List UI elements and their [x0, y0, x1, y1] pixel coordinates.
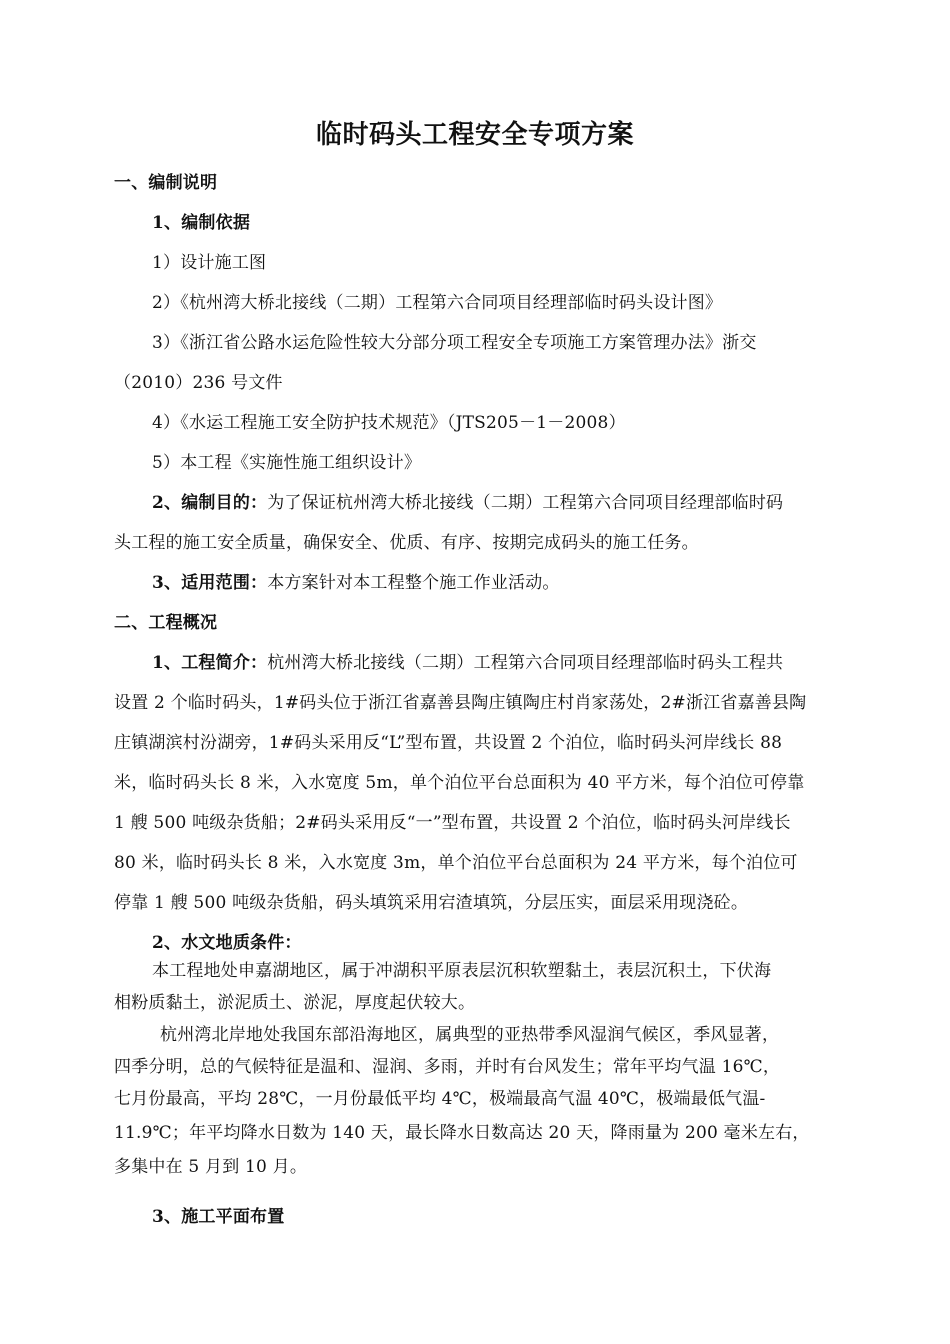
climate-paragraph-line-2: 四季分明，总的气候特征是温和、湿润、多雨，并时有台风发生；常年平均气温 16℃， [114, 1057, 781, 1077]
basis-item-1: 1）设计施工图 [152, 253, 267, 273]
purpose-paragraph-line-2: 头工程的施工安全质量，确保安全、优质、有序、按期完成码头的施工任务。 [114, 533, 699, 553]
basis-item-3-line-1: 3）《浙江省公路水运危险性较大分部分项工程安全专项施工方案管理办法》浙交 [152, 333, 757, 353]
purpose-heading: 2、编制目的： [152, 493, 268, 513]
intro-paragraph-line-3: 庄镇湖滨村汾湖旁，1#码头采用反“L”型布置，共设置 2 个泊位，临时码头河岸线长 88 [114, 733, 783, 753]
climate-paragraph-line-1: 杭州湾北岸地处我国东部沿海地区，属典型的亚热带季风湿润气候区，季风显著， [160, 1025, 780, 1045]
subsection-heading-basis: 1、编制依据 [152, 213, 251, 233]
intro-paragraph-line-6: 80 米，临时码头长 8 米，入水宽度 3m，单个泊位平台总面积为 24 平方米，每个泊位可 [114, 853, 798, 873]
hydro-paragraph-line-1: 本工程地处申嘉湖地区，属于冲湖积平原表层沉积软塑黏土，表层沉积土，下伏海 [152, 961, 772, 981]
hydro-paragraph-line-2: 相粉质黏土，淤泥质土、淤泥，厚度起伏较大。 [114, 993, 476, 1013]
intro-paragraph-line-4: 米，临时码头长 8 米，入水宽度 5m，单个泊位平台总面积为 40 平方米，每个泊位可停靠 [114, 773, 805, 793]
climate-paragraph-line-4: 11.9℃；年平均降水日数为 140 天，最长降水日数高达 20 天，降雨量为 200 毫米左右， [114, 1123, 810, 1143]
intro-paragraph-line-1 [152, 648, 783, 673]
intro-paragraph-line-5: 1 艘 500 吨级杂货船；2#码头采用反“一”型布置，共设置 2 个泊位，临时码头河岸线长 [114, 813, 791, 833]
document-title: 临时码头工程安全专项方案 [315, 120, 634, 150]
layout-heading: 3、施工平面布置 [152, 1207, 285, 1227]
scope-text: 本方案针对本工程整个施工作业活动。 [267, 573, 560, 593]
section-heading-overview: 二、工程概况 [114, 613, 218, 633]
basis-item-5: 5）本工程《实施性施工组织设计》 [152, 453, 422, 473]
climate-paragraph-line-5: 多集中在 5 月到 10 月。 [114, 1157, 308, 1177]
intro-paragraph-line-7: 停靠 1 艘 500 吨级杂货船，码头填筑采用宕渣填筑，分层压实，面层采用现浇砼。 [114, 893, 749, 913]
intro-text-line-1: 杭州湾大桥北接线（二期）工程第六合同项目经理部临时码头工程共 [267, 653, 784, 673]
scope-paragraph [152, 568, 560, 593]
purpose-text-line-1: 为了保证杭州湾大桥北接线（二期）工程第六合同项目经理部临时码 [267, 493, 784, 513]
basis-item-2: 2）《杭州湾大桥北接线（二期）工程第六合同项目经理部临时码头设计图》 [152, 293, 723, 313]
climate-paragraph-line-3: 七月份最高，平均 28℃，一月份最低平均 4℃，极端最高气温 40℃，极端最低气温- [114, 1089, 766, 1109]
purpose-paragraph-line-1 [152, 488, 783, 513]
basis-item-4: 4）《水运工程施工安全防护技术规范》（JTS205－1－2008） [152, 413, 626, 433]
section-heading-preparation: 一、编制说明 [114, 173, 218, 193]
intro-paragraph-line-2: 设置 2 个临时码头，1#码头位于浙江省嘉善县陶庄镇陶庄村肖家荡处，2#浙江省嘉善县陶 [114, 693, 807, 713]
intro-heading: 1、工程简介： [152, 653, 268, 673]
basis-item-3-line-2: （2010）236 号文件 [114, 373, 283, 393]
hydro-heading: 2、水文地质条件： [152, 933, 302, 953]
scope-heading: 3、适用范围： [152, 573, 268, 593]
